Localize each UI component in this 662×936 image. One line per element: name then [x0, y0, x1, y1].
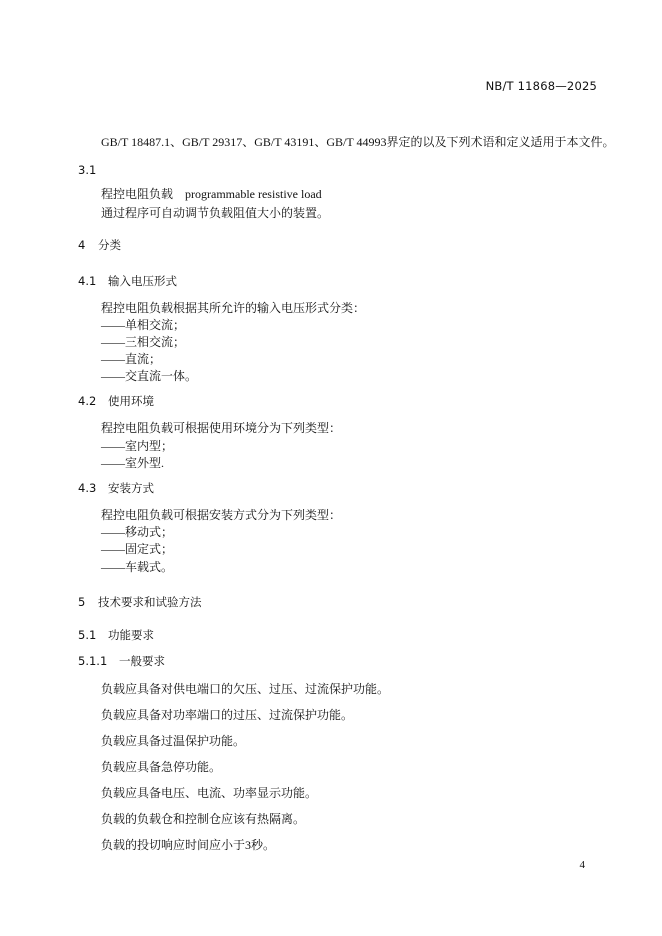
section-number: 5 — [78, 595, 86, 609]
section-title: 安装方式 — [108, 481, 154, 495]
section-5-heading — [78, 597, 202, 609]
term-definition: 通过程序可自动调节负载阻值大小的装置。 — [101, 206, 330, 220]
paragraph: 负载应具备对供电端口的欠压、过压、过流保护功能。 — [101, 682, 390, 696]
list-item: ——单相交流； — [101, 318, 186, 332]
paragraph: 负载的负载仓和控制仓应该有热隔离。 — [101, 812, 306, 826]
section-number: 4.2 — [78, 394, 97, 408]
paragraph: 负载应具备过温保护功能。 — [101, 734, 246, 748]
term-entry — [101, 188, 322, 200]
section-title: 分类 — [98, 238, 121, 252]
section-title: 技术要求和试验方法 — [98, 595, 202, 609]
list-item: ——交直流一体。 — [101, 369, 198, 383]
section-4-3-heading — [78, 483, 154, 495]
section-4-1-heading — [78, 276, 177, 288]
section-5-1-1-heading — [78, 656, 165, 668]
list-item: ——室内型； — [101, 439, 174, 453]
section-4-1-lead: 程控电阻负载根据其所允许的输入电压形式分类： — [101, 301, 366, 315]
list-item: ——固定式； — [101, 542, 174, 556]
list-item: ——移动式； — [101, 525, 174, 539]
term-name-en: programmable resistive load — [185, 187, 322, 201]
section-number: 4.3 — [78, 481, 97, 495]
section-number: 4 — [78, 238, 86, 252]
section-title: 使用环境 — [108, 394, 154, 408]
section-title: 功能要求 — [108, 628, 154, 642]
section-4-2-heading — [78, 396, 154, 408]
paragraph: 负载应具备急停功能。 — [101, 760, 222, 774]
section-4-2-lead: 程控电阻负载可根据使用环境分为下列类型： — [101, 421, 342, 435]
section-title: 一般要求 — [119, 654, 165, 668]
section-number: 5.1 — [78, 628, 97, 642]
section-5-1-heading — [78, 630, 154, 642]
list-item: ——室外型. — [101, 456, 165, 470]
section-4-heading — [78, 240, 121, 252]
list-item: ——三相交流； — [101, 335, 186, 349]
standard-code: NB/T 11868—2025 — [485, 79, 597, 93]
paragraph: 负载的投切响应时间应小于3秒。 — [101, 838, 276, 852]
section-4-3-lead: 程控电阻负载可根据安装方式分为下列类型： — [101, 508, 342, 522]
list-item: ——车载式。 — [101, 560, 174, 574]
term-number: 3.1 — [78, 163, 97, 177]
section-number: 5.1.1 — [78, 654, 108, 668]
paragraph: 负载应具备对功率端口的过压、过流保护功能。 — [101, 708, 354, 722]
page-number: 4 — [579, 859, 585, 871]
list-item: ——直流； — [101, 352, 162, 366]
section-title: 输入电压形式 — [108, 274, 177, 288]
intro-paragraph: GB/T 18487.1、GB/T 29317、GB/T 43191、GB/T 44993界定的以及下列术语和定义适用于本文件。 — [101, 135, 615, 149]
term-name-zh: 程控电阻负载 — [101, 187, 174, 201]
section-number: 4.1 — [78, 274, 97, 288]
paragraph: 负载应具备电压、电流、功率显示功能。 — [101, 786, 318, 800]
